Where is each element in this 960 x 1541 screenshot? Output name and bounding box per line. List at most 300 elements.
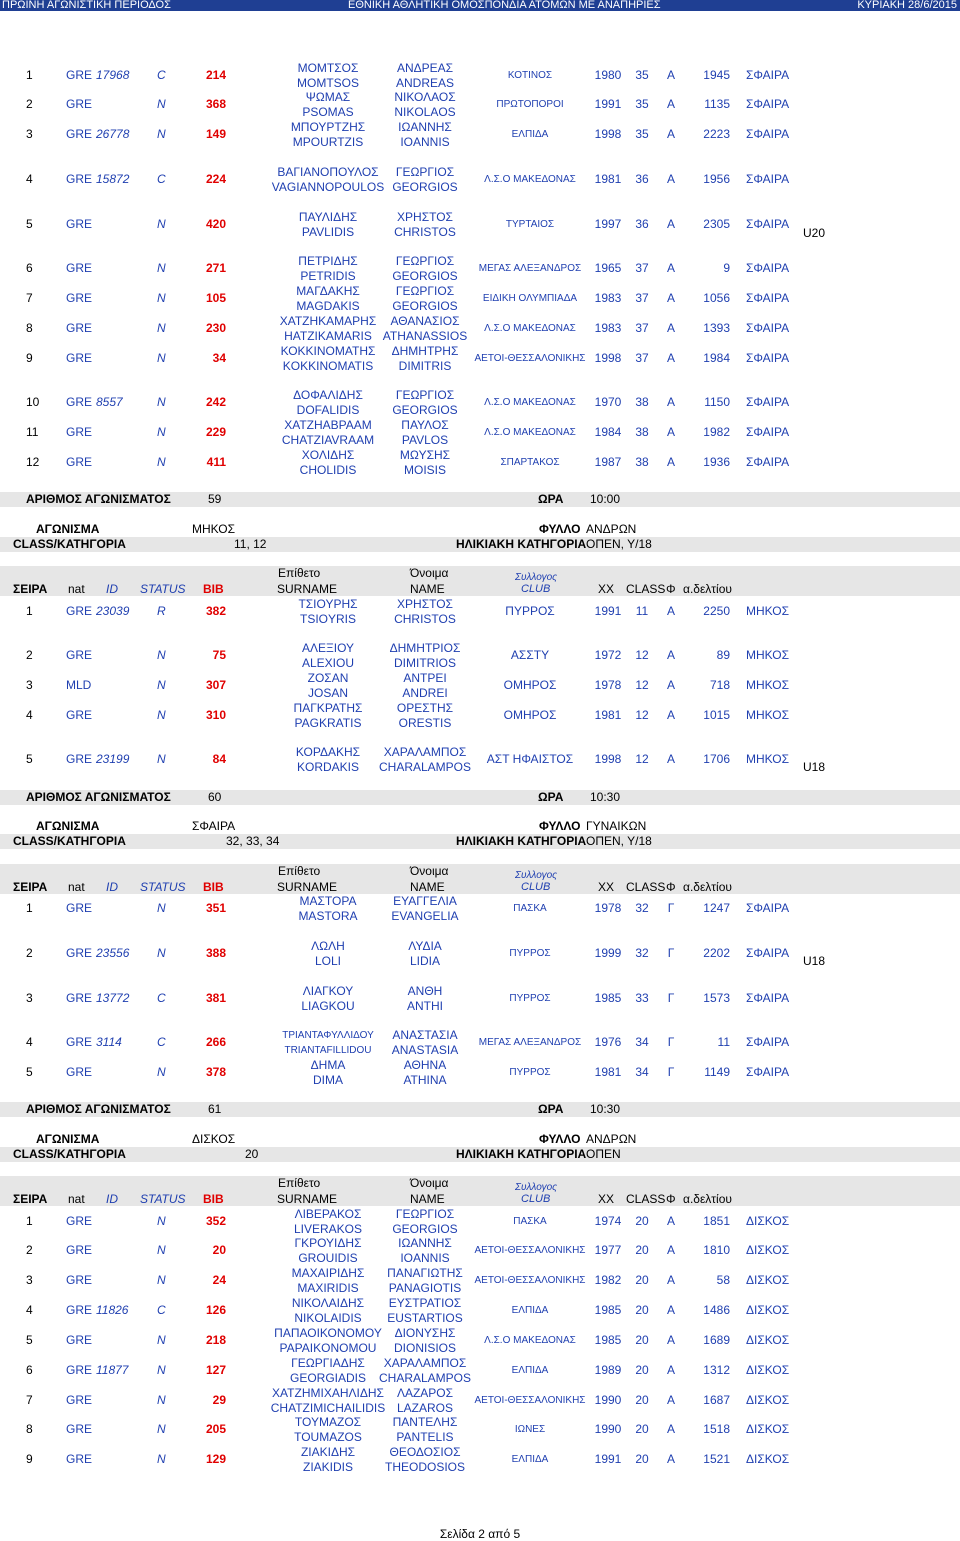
status-code: N: [157, 1363, 166, 1377]
class-value: 38: [635, 455, 649, 469]
club-name: ΟΜΗΡΟΣ: [503, 708, 557, 722]
card-number: 1956: [703, 172, 730, 186]
position-number: 1: [26, 604, 33, 618]
col-nat: nat: [68, 582, 85, 596]
athlete-row: [0, 418, 960, 448]
license-id: 23199: [96, 752, 130, 766]
position-number: 7: [26, 291, 33, 305]
firstname-greek: ΠΑΝΤΕΛΗΣ: [392, 1415, 458, 1429]
status-code: N: [157, 395, 166, 409]
status-code: C: [157, 1035, 166, 1049]
event-name: ΣΦΑΙΡΑ: [746, 261, 790, 275]
card-number: 1149: [704, 1065, 730, 1079]
athlete-row: [0, 448, 960, 478]
card-number: 1851: [703, 1214, 730, 1228]
date-label: ΚΥΡΙΑΚΗ 28/6/2015: [857, 0, 957, 11]
event-name-row: [0, 819, 960, 834]
surname-latin: PAGKRATIS: [294, 716, 362, 730]
nationality: GRE: [66, 217, 93, 231]
class-value: 32: [635, 946, 649, 960]
event-name: ΔΙΣΚΟΣ: [746, 1422, 790, 1436]
class-value: 20: [635, 1243, 649, 1257]
firstname-latin: LAZAROS: [396, 1401, 453, 1415]
column-header: [0, 864, 960, 894]
event-name: ΣΦΑΙΡΑ: [746, 1065, 790, 1079]
license-id: 11826: [96, 1303, 129, 1317]
game-no-label: ΑΡΙΘΜΟΣ ΑΓΩΝΙΣΜΑΤΟΣ: [26, 1102, 171, 1116]
position-number: 5: [26, 217, 33, 231]
position-number: 3: [26, 1273, 33, 1287]
athlete-row: [0, 1415, 960, 1445]
firstname-greek: ΑΝΔΡΕΑΣ: [396, 61, 454, 75]
age-cat-value: ΟΠΕΝ: [586, 1147, 621, 1161]
club-name: Λ.Σ.Ο ΜΑΚΕΔΟΝΑΣ: [484, 174, 576, 185]
event-name: ΔΙΣΚΟΣ: [746, 1243, 790, 1257]
event-label: ΑΓΩΝΙΣΜΑ: [36, 819, 100, 833]
gender-code: Γ: [667, 1035, 675, 1049]
class-value: 20: [245, 1147, 259, 1161]
status-code: N: [157, 1393, 166, 1407]
status-code: N: [157, 708, 166, 722]
event-name: ΜΗΚΟΣ: [746, 752, 790, 766]
firstname-latin: DIMITRIOS: [394, 656, 456, 670]
surname-latin: TRIANTAFILLIDOU: [284, 1045, 372, 1056]
age-cat-value: ΟΠΕΝ, Υ/18: [586, 537, 652, 551]
position-number: 4: [26, 708, 33, 722]
firstname-latin: ATHINA: [403, 1073, 447, 1087]
athlete-row: [0, 90, 960, 120]
event-number-row: [0, 492, 960, 507]
status-code: N: [157, 901, 166, 915]
position-number: 7: [26, 1393, 33, 1407]
card-number: 1982: [703, 425, 730, 439]
gender-code: Α: [666, 68, 675, 82]
event-name: ΔΙΣΚΟΣ: [746, 1214, 790, 1228]
firstname-greek: ΛΥΔΙΑ: [408, 939, 442, 953]
nationality: GRE: [66, 321, 93, 335]
col-surname: SURNAME: [277, 1192, 338, 1206]
firstname-latin: THEODOSIOS: [384, 1460, 465, 1474]
surname-greek: ΖΙΑΚΙΔΗΣ: [300, 1445, 356, 1459]
bib-number: 149: [205, 127, 226, 141]
col-club: CLUB: [521, 583, 551, 595]
col-xx: XX: [598, 582, 615, 596]
col-surname-gr: Επίθετο: [278, 1176, 321, 1190]
club-name: ΚΟΤΙΝΟΣ: [507, 70, 553, 81]
bib-number: 351: [205, 901, 226, 915]
nationality: GRE: [66, 1422, 93, 1436]
birth-year: 1987: [594, 455, 622, 469]
firstname-greek: ΧΑΡΑΛΑΜΠΟΣ: [383, 745, 467, 759]
federation-label: ΕΘΝΙΚΗ ΑΘΛΗΤΙΚΗ ΟΜΟΣΠΟΝΔΙΑ ΑΤΟΜΩΝ ΜΕ ΑΝΑΠΗΡΙΕΣ: [348, 0, 661, 11]
col-id: ID: [106, 1192, 118, 1206]
event-label: ΑΓΩΝΙΣΜΑ: [36, 1132, 100, 1146]
status-code: C: [157, 1303, 166, 1317]
birth-year: 1991: [594, 97, 622, 111]
club-name: ΠΥΡΡΟΣ: [509, 1067, 551, 1078]
firstname-latin: GEORGIOS: [392, 299, 458, 313]
bib-number: 224: [205, 172, 226, 186]
position-number: 1: [26, 1214, 33, 1228]
surname-latin: TOUMAZOS: [294, 1430, 362, 1444]
card-number: 1393: [703, 321, 730, 335]
gender-code: Α: [666, 1393, 675, 1407]
athlete-row: [0, 1028, 960, 1058]
gender-code: Α: [666, 648, 675, 662]
surname-latin: MAGDAKIS: [296, 299, 360, 313]
club-name: ΕΙΔΙΚΗ ΟΛΥΜΠΙΑΔΑ: [482, 293, 578, 304]
birth-year: 1991: [594, 604, 622, 618]
birth-year: 1998: [594, 752, 622, 766]
class-value: 11, 12: [234, 537, 267, 551]
club-name: ΑΕΤΟΙ-ΘΕΣΣΑΛΟΝΙΚΗΣ: [474, 1245, 586, 1256]
surname-latin: MAXIRIDIS: [297, 1281, 359, 1295]
class-value: 12: [635, 708, 649, 722]
bib-number: 411: [206, 455, 226, 469]
surname-latin: NIKOLAIDIS: [294, 1311, 362, 1325]
surname-greek: ΤΟΥΜΑΖΟΣ: [294, 1415, 362, 1429]
surname-latin: KOKKINOMATIS: [282, 359, 374, 373]
col-club-gr: Συλλογος: [515, 1182, 558, 1193]
event-name: ΜΗΚΟΣ: [746, 708, 790, 722]
athlete-row: [0, 254, 960, 284]
col-f: Φ: [666, 1192, 676, 1206]
gender-code: Γ: [667, 901, 675, 915]
class-value: 35: [635, 127, 649, 141]
position-number: 4: [26, 1035, 33, 1049]
surname-latin: HATZIKAMARIS: [284, 329, 372, 343]
card-number: 1984: [703, 351, 730, 365]
class-value: 36: [635, 172, 649, 186]
athlete-row: [0, 1445, 960, 1475]
col-club: CLUB: [521, 881, 551, 893]
age-badge: U20: [803, 226, 826, 240]
surname-greek: ΜΑΓΔΑΚΗΣ: [296, 284, 360, 298]
class-value: 20: [635, 1363, 649, 1377]
class-value: 20: [635, 1422, 649, 1436]
event-name: ΣΦΑΙΡΑ: [746, 1035, 790, 1049]
bib-number: 420: [205, 217, 226, 231]
bib-number: 129: [205, 1452, 226, 1466]
event-value: ΜΗΚΟΣ: [192, 522, 236, 536]
athlete-row: [0, 894, 960, 924]
firstname-latin: GEORGIOS: [392, 180, 458, 194]
firstname-greek: ΙΩΑΝΝΗΣ: [398, 1236, 452, 1250]
surname-greek: ΠΕΤΡΙΔΗΣ: [298, 254, 358, 268]
col-nat: nat: [68, 1192, 85, 1206]
firstname-latin: CHARALAMPOS: [378, 760, 472, 774]
license-id: 3114: [96, 1035, 122, 1049]
gender-code: Α: [666, 172, 675, 186]
gender-code: Α: [666, 261, 675, 275]
gender-code: Α: [666, 291, 675, 305]
athlete-row: [0, 597, 960, 627]
surname-latin: KORDAKIS: [296, 760, 359, 774]
status-code: C: [157, 172, 166, 186]
firstname-latin: PAVLOS: [401, 433, 449, 447]
card-number: 718: [709, 678, 730, 692]
event-name: ΣΦΑΙΡΑ: [746, 321, 790, 335]
event-name-row: [0, 522, 960, 537]
birth-year: 1980: [594, 68, 622, 82]
page-footer: Σελίδα 2 από 5: [439, 1527, 521, 1541]
game-no-label: ΑΡΙΘΜΟΣ ΑΓΩΝΙΣΜΑΤΟΣ: [26, 790, 171, 804]
class-value: 12: [635, 752, 649, 766]
bib-number: 84: [212, 752, 226, 766]
athlete-row: [0, 701, 960, 731]
surname-greek: ΓΕΩΡΓΙΑΔΗΣ: [291, 1356, 365, 1370]
class-label: CLASS/ΚΑΤΗΓΟΡΙΑ: [13, 1147, 126, 1161]
surname-latin: GEORGIADIS: [289, 1371, 366, 1385]
club-name: ΑΕΤΟΙ-ΘΕΣΣΑΛΟΝΙΚΗΣ: [474, 1395, 586, 1406]
card-number: 2250: [703, 604, 730, 618]
gender-code: Α: [666, 1363, 675, 1377]
class-value: 36: [635, 217, 649, 231]
surname-latin: PAVLIDIS: [301, 225, 355, 239]
club-name: ΜΕΓΑΣ ΑΛΕΞΑΝΔΡΟΣ: [478, 263, 582, 274]
firstname-greek: ΔΗΜΗΤΡΙΟΣ: [389, 641, 461, 655]
firstname-greek: ΓΕΩΡΓΙΟΣ: [395, 254, 455, 268]
surname-greek: ΛΙΒΕΡΑΚΟΣ: [294, 1207, 362, 1221]
event-value: ΣΦΑΙΡΑ: [192, 819, 236, 833]
status-code: N: [157, 752, 166, 766]
bib-number: 378: [205, 1065, 226, 1079]
firstname-greek: ΔΙΟΝΥΣΗΣ: [394, 1326, 456, 1340]
athlete-row: [0, 641, 960, 671]
firstname-latin: DIONISIOS: [393, 1341, 456, 1355]
surname-greek: ΚΟΚΚΙΝΟΜΑΤΗΣ: [280, 344, 376, 358]
status-code: N: [157, 1273, 166, 1287]
firstname-latin: ANASTASIA: [391, 1043, 459, 1057]
class-value: 20: [635, 1303, 649, 1317]
birth-year: 1981: [594, 1065, 622, 1079]
card-number: 1150: [704, 395, 730, 409]
event-name: ΣΦΑΙΡΑ: [746, 425, 790, 439]
card-number: 1945: [703, 68, 730, 82]
license-id: 15872: [96, 172, 130, 186]
surname-greek: ΠΑΓΚΡΑΤΗΣ: [293, 701, 363, 715]
sex-value: ΑΝΔΡΩΝ: [586, 522, 637, 536]
club-name: Λ.Σ.Ο ΜΑΚΕΔΟΝΑΣ: [484, 1335, 576, 1346]
status-code: N: [157, 1243, 166, 1257]
firstname-greek: ΧΡΗΣΤΟΣ: [397, 597, 453, 611]
status-code: C: [157, 68, 166, 82]
card-number: 2305: [703, 217, 730, 231]
gender-code: Α: [666, 321, 675, 335]
firstname-latin: ATHANASSIOS: [382, 329, 468, 343]
firstname-latin: LIDIA: [409, 954, 440, 968]
class-value: 37: [635, 261, 649, 275]
surname-greek: ΠΑΥΛΙΔΗΣ: [298, 210, 358, 224]
position-number: 3: [26, 991, 33, 1005]
class-label: CLASS/ΚΑΤΗΓΟΡΙΑ: [13, 537, 126, 551]
col-name: NAME: [410, 582, 445, 596]
status-code: N: [157, 261, 166, 275]
col-club-gr: Συλλογος: [515, 572, 558, 583]
club-name: ΠΥΡΡΟΣ: [509, 993, 551, 1004]
surname-latin: VAGIANNOPOULOS: [271, 180, 385, 194]
col-status: STATUS: [140, 582, 186, 596]
sex-value: ΓΥΝΑΙΚΩΝ: [586, 819, 647, 833]
card-number: 58: [716, 1273, 730, 1287]
athlete-row: [0, 120, 960, 150]
col-surname: SURNAME: [277, 582, 338, 596]
bib-number: 214: [205, 68, 226, 82]
birth-year: 1981: [594, 172, 622, 186]
col-series: ΣΕΙΡΑ: [13, 880, 48, 894]
license-id: 17968: [96, 68, 130, 82]
bib-number: 29: [212, 1393, 226, 1407]
nationality: GRE: [66, 1363, 93, 1377]
position-number: 9: [26, 351, 33, 365]
bib-number: 105: [205, 291, 226, 305]
col-card: α.δελτίου: [683, 1192, 732, 1206]
firstname-greek: ΓΕΩΡΓΙΟΣ: [395, 165, 455, 179]
class-value: 20: [635, 1214, 649, 1228]
card-number: 1706: [703, 752, 730, 766]
athlete-row: [0, 984, 960, 1014]
nationality: GRE: [66, 648, 93, 662]
game-no-value: 60: [208, 790, 222, 804]
nationality: GRE: [66, 1333, 93, 1347]
card-number: 1518: [703, 1422, 730, 1436]
position-number: 4: [26, 1303, 33, 1317]
col-xx: XX: [598, 1192, 615, 1206]
card-number: 9: [723, 261, 730, 275]
nationality: GRE: [66, 901, 93, 915]
bib-number: 127: [205, 1363, 226, 1377]
firstname-greek: ΧΑΡΑΛΑΜΠΟΣ: [383, 1356, 467, 1370]
club-name: ΠΑΣΚΑ: [513, 903, 547, 914]
position-number: 2: [26, 648, 33, 662]
surname-greek: ΑΛΕΞΙΟΥ: [301, 641, 355, 655]
firstname-greek: ΠΑΥΛΟΣ: [401, 418, 449, 432]
event-name: ΣΦΑΙΡΑ: [746, 946, 790, 960]
firstname-latin: ORESTIS: [398, 716, 452, 730]
class-value: 12: [635, 648, 649, 662]
position-number: 5: [26, 752, 33, 766]
surname-greek: ΜΑΣΤΟΡΑ: [299, 894, 357, 908]
gender-code: Α: [666, 1303, 675, 1317]
firstname-greek: ΓΕΩΡΓΙΟΣ: [395, 284, 455, 298]
birth-year: 1983: [594, 321, 622, 335]
event-name: ΣΦΑΙΡΑ: [746, 991, 790, 1005]
surname-latin: LIAGKOU: [301, 999, 355, 1013]
firstname-latin: CHRISTOS: [394, 225, 456, 239]
firstname-greek: ΙΩΑΝΝΗΣ: [398, 120, 452, 134]
age-cat-label: ΗΛΙΚΙΑΚΗ ΚΑΤΗΓΟΡΙΑ: [456, 834, 587, 848]
event-name: ΣΦΑΙΡΑ: [746, 127, 790, 141]
nationality: GRE: [66, 1393, 93, 1407]
class-row: [0, 1147, 960, 1162]
class-value: 20: [635, 1273, 649, 1287]
position-number: 4: [26, 172, 33, 186]
athlete-row: [0, 284, 960, 314]
nationality: GRE: [66, 1303, 93, 1317]
event-name: ΜΗΚΟΣ: [746, 604, 790, 618]
status-code: N: [157, 1422, 166, 1436]
bib-number: 307: [205, 678, 226, 692]
birth-year: 1998: [594, 351, 622, 365]
event-name: ΣΦΑΙΡΑ: [746, 395, 790, 409]
athlete-row: [0, 1058, 960, 1088]
status-code: N: [157, 1065, 166, 1079]
sex-label: ΦΥΛΛΟ: [539, 522, 581, 536]
gender-code: Α: [666, 1243, 675, 1257]
birth-year: 1982: [594, 1273, 622, 1287]
firstname-latin: CHRISTOS: [394, 612, 456, 626]
nationality: MLD: [66, 678, 92, 692]
surname-greek: ΔΗΜΑ: [310, 1058, 346, 1072]
event-name: ΔΙΣΚΟΣ: [746, 1452, 790, 1466]
bib-number: 368: [205, 97, 226, 111]
birth-year: 1970: [594, 395, 622, 409]
status-code: N: [157, 1214, 166, 1228]
card-number: 1936: [703, 455, 730, 469]
club-name: ΕΛΠΙΔΑ: [511, 1365, 549, 1376]
bib-number: 352: [205, 1214, 226, 1228]
surname-greek: ΧΑΤΖΗΚΑΜΑΡΗΣ: [279, 314, 377, 328]
nationality: GRE: [66, 604, 93, 618]
nationality: GRE: [66, 261, 93, 275]
card-number: 89: [716, 648, 730, 662]
firstname-greek: ΕΥΑΓΓΕΛΙΑ: [393, 894, 457, 908]
col-nat: nat: [68, 880, 85, 894]
firstname-latin: IOANNIS: [400, 1251, 450, 1265]
firstname-latin: ANDREI: [402, 686, 448, 700]
position-number: 6: [26, 261, 33, 275]
event-name: ΔΙΣΚΟΣ: [746, 1303, 790, 1317]
license-id: 26778: [96, 127, 130, 141]
gender-code: Γ: [667, 1065, 675, 1079]
season-label: ΠΡΩΙΝΗ ΑΓΩΝΙΣΤΙΚΗ ΠΕΡΙΟΔΟΣ: [2, 0, 171, 11]
gender-code: Α: [666, 1452, 675, 1466]
athlete-row: [0, 344, 960, 374]
surname-latin: GROUIDIS: [298, 1251, 358, 1265]
club-name: ΑΣΣΤΥ: [510, 648, 550, 662]
position-number: 5: [26, 1333, 33, 1347]
surname-latin: LIVERAKOS: [293, 1222, 363, 1236]
col-club: CLUB: [521, 1193, 551, 1205]
status-code: N: [157, 291, 166, 305]
age-badge: U18: [803, 760, 826, 774]
firstname-latin: ANDREAS: [395, 76, 454, 90]
event-name: ΔΙΣΚΟΣ: [746, 1333, 790, 1347]
class-value: 20: [635, 1393, 649, 1407]
firstname-latin: GEORGIOS: [392, 269, 458, 283]
col-card: α.δελτίου: [683, 880, 732, 894]
athlete-row: [0, 1386, 960, 1416]
club-name: ΠΥΡΡΟΣ: [505, 604, 555, 618]
class-value: 35: [635, 68, 649, 82]
firstname-greek: ΑΝΘΗ: [407, 984, 443, 998]
firstname-latin: ANTHI: [407, 999, 443, 1013]
gender-code: Α: [666, 1333, 675, 1347]
status-code: N: [157, 1333, 166, 1347]
surname-greek: ΖΟΣΑΝ: [307, 671, 349, 685]
col-xx: XX: [598, 880, 615, 894]
club-name: ΕΛΠΙΔΑ: [511, 129, 549, 140]
birth-year: 1985: [594, 1333, 622, 1347]
surname-latin: ALEXIOU: [301, 656, 355, 670]
nationality: GRE: [66, 946, 93, 960]
bib-number: 218: [205, 1333, 226, 1347]
birth-year: 1972: [594, 648, 622, 662]
class-value: 35: [635, 97, 649, 111]
club-name: ΑΕΤΟΙ-ΘΕΣΣΑΛΟΝΙΚΗΣ: [474, 353, 586, 364]
surname-latin: JOSAN: [307, 686, 348, 700]
position-number: 9: [26, 1452, 33, 1466]
